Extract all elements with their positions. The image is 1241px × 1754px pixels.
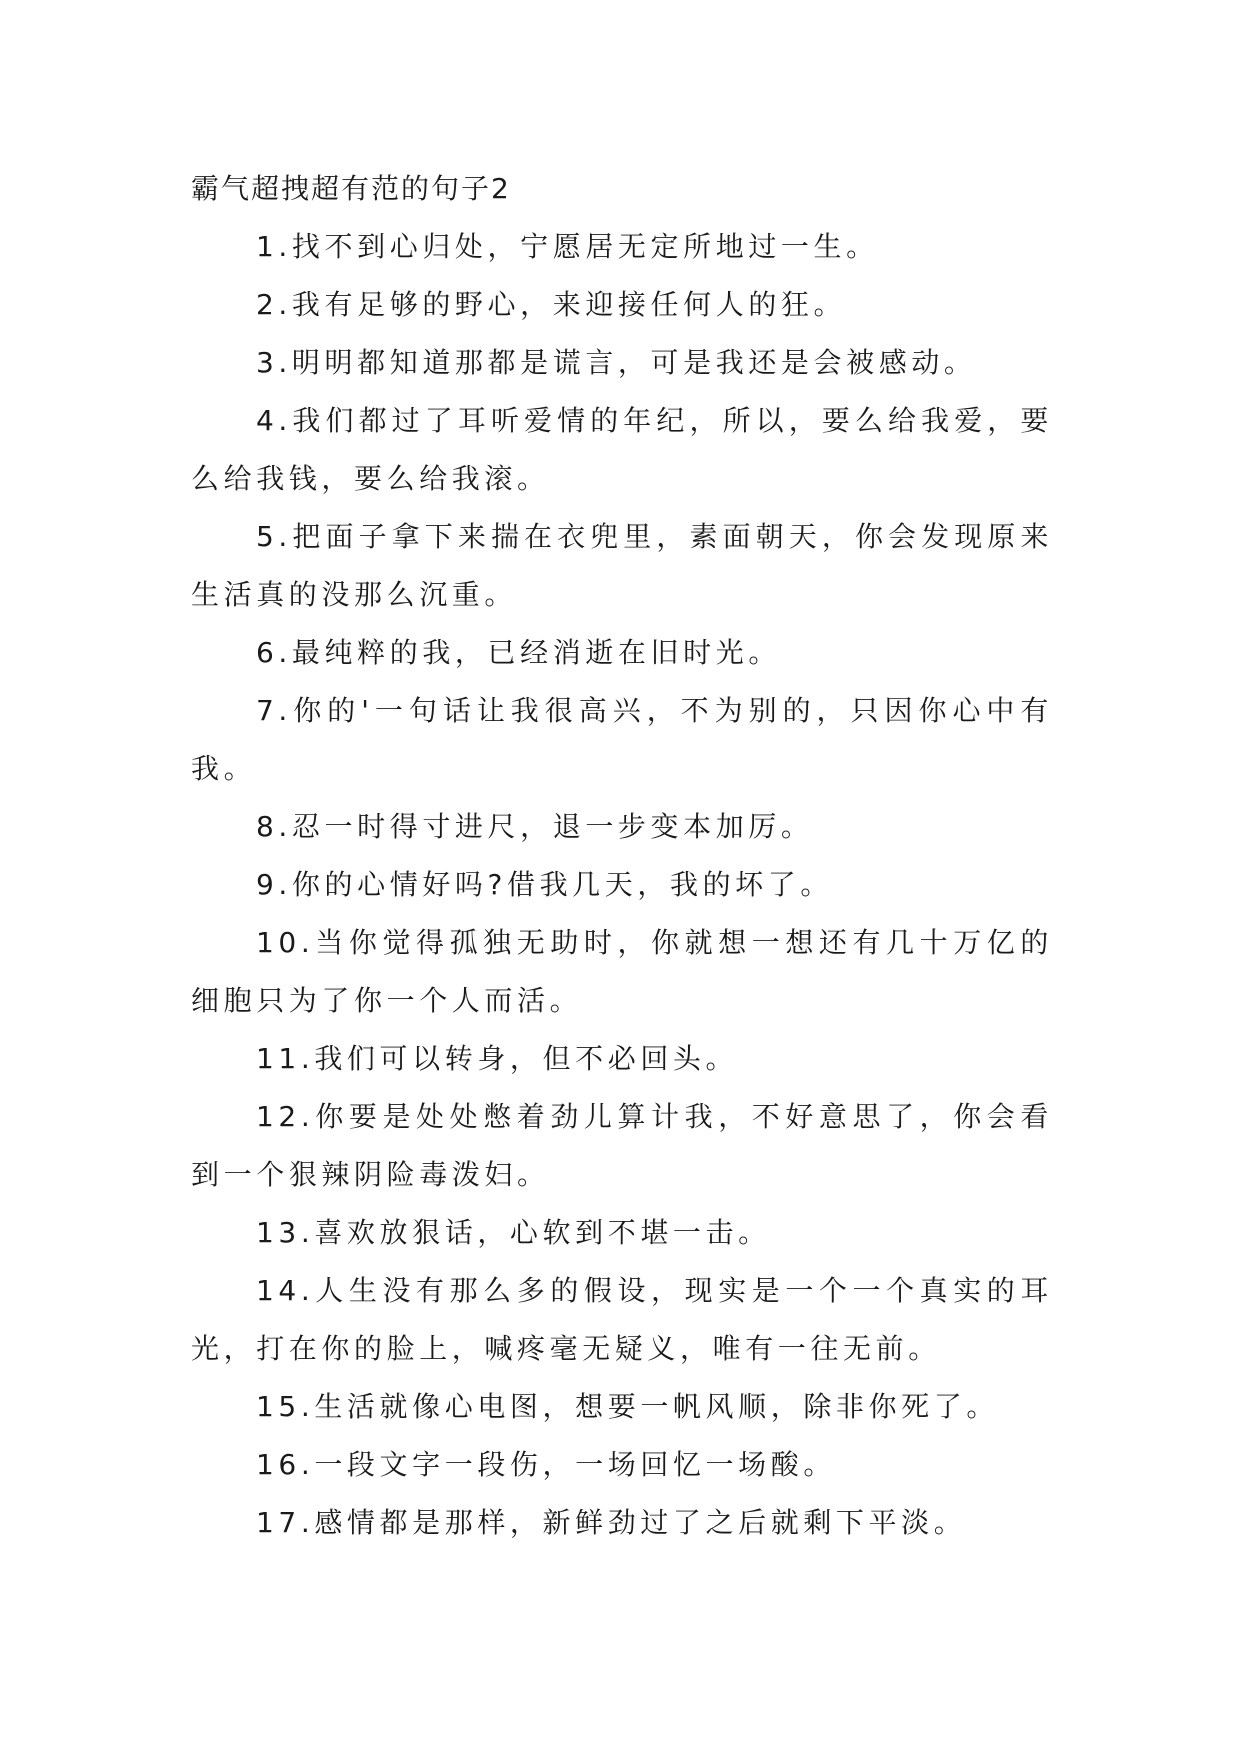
sentence-item: 13.喜欢放狠话，心软到不堪一击。 xyxy=(256,1216,771,1249)
sentence-item: 3.明明都知道那都是谎言，可是我还是会被感动。 xyxy=(256,346,977,379)
document-title: 霸气超拽超有范的句子2 xyxy=(191,172,511,205)
sentence-item: 1.找不到心归处，宁愿居无定所地过一生。 xyxy=(256,230,879,263)
sentence-item: 7.你的'一句话让我很高兴，不为别的，只因你心中有我。 xyxy=(191,694,1053,785)
sentence-item: 12.你要是处处憋着劲儿算计我，不好意思了，你会看到一个狠辣阴险毒泼妇。 xyxy=(191,1100,1053,1191)
sentence-item: 11.我们可以转身，但不必回头。 xyxy=(256,1042,739,1075)
sentence-item: 4.我们都过了耳听爱情的年纪，所以，要么给我爱，要么给我钱，要么给我滚。 xyxy=(191,404,1053,495)
sentence-item: 10.当你觉得孤独无助时，你就想一想还有几十万亿的细胞只为了你一个人而活。 xyxy=(191,926,1053,1017)
sentence-item: 9.你的心情好吗?借我几天，我的坏了。 xyxy=(256,868,833,901)
sentence-item: 17.感情都是那样，新鲜劲过了之后就剩下平淡。 xyxy=(256,1506,967,1539)
document-body xyxy=(191,160,1053,1552)
sentence-item: 6.最纯粹的我，已经消逝在旧时光。 xyxy=(256,636,781,669)
sentence-item: 16.一段文字一段伤，一场回忆一场酸。 xyxy=(256,1448,836,1481)
sentence-item: 15.生活就像心电图，想要一帆风顺，除非你死了。 xyxy=(256,1390,999,1423)
sentence-item: 2.我有足够的野心，来迎接任何人的狂。 xyxy=(256,288,847,321)
sentence-item: 5.把面子拿下来揣在衣兜里，素面朝天，你会发现原来生活真的没那么沉重。 xyxy=(191,520,1053,611)
sentence-item: 14.人生没有那么多的假设，现实是一个一个真实的耳光，打在你的脸上，喊疼毫无疑义，唯有一往无前。 xyxy=(191,1274,1053,1365)
sentence-item: 8.忍一时得寸进尺，退一步变本加厉。 xyxy=(256,810,814,843)
